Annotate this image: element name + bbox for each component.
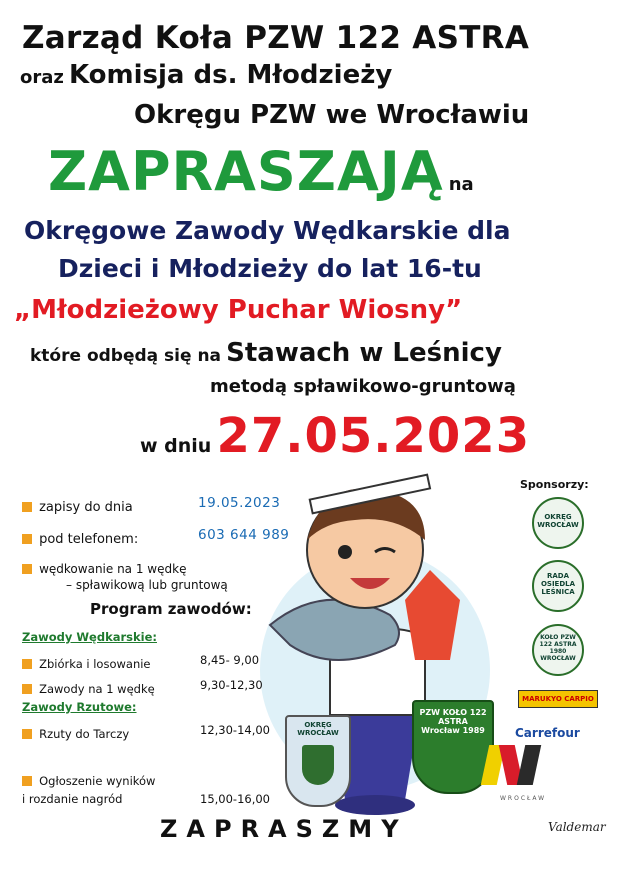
program-section-casting: Zawody Rzutowe: [22,700,137,714]
sponsor-badge-text: RADA OSIEDLA LEŚNICA [540,572,576,596]
event-date [140,408,530,464]
bullet-icon [22,729,32,739]
program-item-label: Zawody na 1 wędkę [39,682,155,696]
closing-text: ZAPRASZMY [160,815,408,843]
rod-detail: – spławikową lub gruntową [66,578,228,592]
event-date-value: 27.05.2023 [216,408,531,464]
phone-row [22,528,138,547]
program-item-time: 12,30-14,00 [200,723,270,737]
organizer-line-1: Zarząd Koła PZW 122 ASTRA [22,20,530,56]
event-date-prefix: w dniu [140,435,212,457]
okreg-logo [285,715,351,807]
event-method: metodą spławikowo-gruntową [210,376,516,397]
signup-label: zapisy do dnia [39,500,133,515]
program-item-label: Zbiórka i losowanie [39,657,151,671]
logo-stripe-black [517,745,542,785]
organizer-line-3: Okręgu PZW we Wrocławiu [134,100,530,130]
sponsor-wroclaw-text: WROCŁAW [500,795,547,802]
program-item-2 [22,678,155,697]
program-item-time: 8,45- 9,00 [200,653,260,667]
signature: Valdemar [548,820,606,834]
mascot-eye [338,545,352,559]
sponsor-marukyo: MARUKYO CARPIO [518,690,598,708]
organizer-line-2-text: Komisja ds. Młodzieży [68,60,393,90]
sponsor-badge-okreg [532,497,584,549]
program-item-1 [22,653,151,672]
mascot-shoes [335,795,415,815]
sponsor-badge-rada [532,560,584,612]
bullet-icon [22,564,32,574]
sponsors-title: Sponsorzy: [520,478,589,491]
invite-heading [48,140,474,203]
bullet-icon [22,776,32,786]
bullet-icon [22,534,32,544]
results-line-1: Ogłoszenie wyników [39,774,156,788]
event-place [30,338,502,368]
sponsor-wroclaw-logo [485,745,545,790]
results-line-2: i rozdanie nagród [22,792,123,806]
shield-icon [302,745,334,785]
event-name: „Młodzieżowy Puchar Wiosny” [14,295,463,325]
program-item-time: 9,30-12,30 [200,678,263,692]
rod-row [22,558,186,577]
bullet-icon [22,684,32,694]
rod-label: wędkowanie na 1 wędkę [39,562,187,576]
okreg-logo-text: OKRĘG WROCŁAW [297,721,339,737]
kolo-logo-text: PZW KOŁO 122 ASTRA Wrocław 1989 [419,708,487,735]
bullet-icon [22,502,32,512]
event-place-name: Stawach w Leśnicy [226,338,502,368]
signup-row [22,496,133,515]
invite-word: ZAPRASZAJĄ [48,140,444,203]
results-row [22,770,155,789]
event-place-prefix: które odbędą się na [30,346,222,366]
organizer-line-2 [20,60,392,90]
signup-value: 19.05.2023 [198,495,281,511]
program-item-label: Rzuty do Tarczy [39,727,130,741]
phone-value: 603 644 989 [198,527,290,543]
sponsor-carrefour: Carrefour [515,726,580,740]
invite-suffix: na [448,174,474,195]
event-line-2: Dzieci i Młodzieży do lat 16-tu [58,254,482,283]
sponsor-badge-text: OKRĘG WROCŁAW [537,513,579,529]
sponsor-badge-text: KOŁO PZW 122 ASTRA 1980 WROCŁAW [539,634,577,662]
results-time: 15,00-16,00 [200,792,270,806]
program-title: Program zawodów: [90,600,252,618]
program-item-3 [22,723,129,742]
program-section-fishing: Zawody Wędkarskie: [22,630,157,644]
sponsor-badge-kolo [532,624,584,676]
phone-label: pod telefonem: [39,532,139,547]
organizer-line-2-prefix: oraz [20,67,64,88]
bullet-icon [22,659,32,669]
event-line-1: Okręgowe Zawody Wędkarskie dla [24,216,511,245]
